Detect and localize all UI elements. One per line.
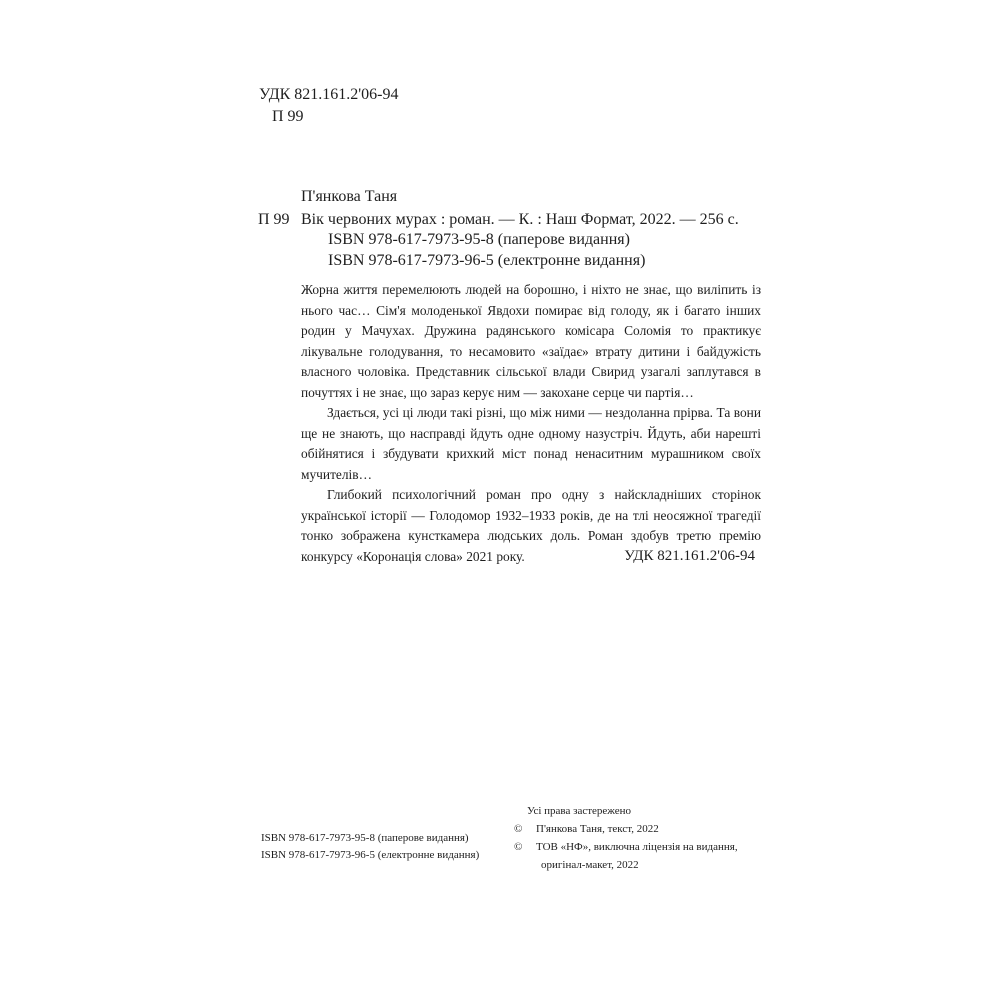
- author-mark: П 99: [258, 211, 290, 228]
- copyright-publisher: [514, 841, 738, 853]
- isbn-paper: ISBN 978-617-7973-95-8 (паперове видання): [328, 231, 630, 248]
- annotation-paragraph: Жорна життя перемелюють людей на борошно, і ніхто не знає, що виліпить із нього час… Сім'я молоденької Явдохи помирає від голоду, як і багато інших родин у Мачухах. Дружина радянського комісара Соломія то практикує лікувальне голодування, то несамовито «заїдає» втрату дитини і байдужість власного чоловіка. Представник сільської влади Свирид узагалі заплутався в почуттях і не знає, що зараз керує ним — закохане серце чи партія…: [301, 282, 761, 400]
- annotation-paragraph: Здається, усі ці люди такі різні, що між ними — нездоланна прірва. Та вони ще не знають, що насправді йдуть одне одному назустріч. Йдуть, аби нарешті обійнятися і збудувати крихкий міст понад ненаситним мурашником своїх мучителів…: [301, 405, 761, 482]
- annotation-paragraph: Глибокий психологічний роман про одну з найскладніших сторінок української історії — Голодомор 1932–1933 років, де на тлі неосяжної трагедії тонко зображена кунсткамера людських доль. Роман здобув третю премію конкурсу «Коронація слова» 2021 року.: [301, 487, 761, 564]
- isbn-electronic: ISBN 978-617-7973-96-5 (електронне видання): [328, 252, 646, 269]
- copyright-publisher-text: ТОВ «НФ», виключна ліцензія на видання,: [536, 841, 738, 853]
- copyright-icon: ©: [514, 841, 523, 853]
- author-name: П'янкова Таня: [301, 188, 398, 205]
- bibliographic-title: Вік червоних мурах : роман. — К. : Наш Формат, 2022. — 256 с.: [301, 211, 739, 228]
- author-mark-top: П 99: [272, 108, 304, 125]
- isbn-paper-footer: ISBN 978-617-7973-95-8 (паперове видання): [261, 832, 469, 844]
- copyright-icon: ©: [514, 823, 523, 835]
- udk-code-top: УДК 821.161.2'06-94: [259, 86, 399, 103]
- udk-code-bottom: УДК 821.161.2'06-94: [624, 548, 755, 564]
- copyright-author-text: П'янкова Таня, текст, 2022: [536, 823, 659, 835]
- copyright-author: [514, 823, 659, 835]
- isbn-electronic-footer: ISBN 978-617-7973-96-5 (електронне видання): [261, 849, 480, 861]
- rights-reserved: Усі права застережено: [527, 805, 632, 817]
- copyright-publisher-continued: оригінал-макет, 2022: [541, 859, 639, 871]
- annotation: [301, 280, 761, 567]
